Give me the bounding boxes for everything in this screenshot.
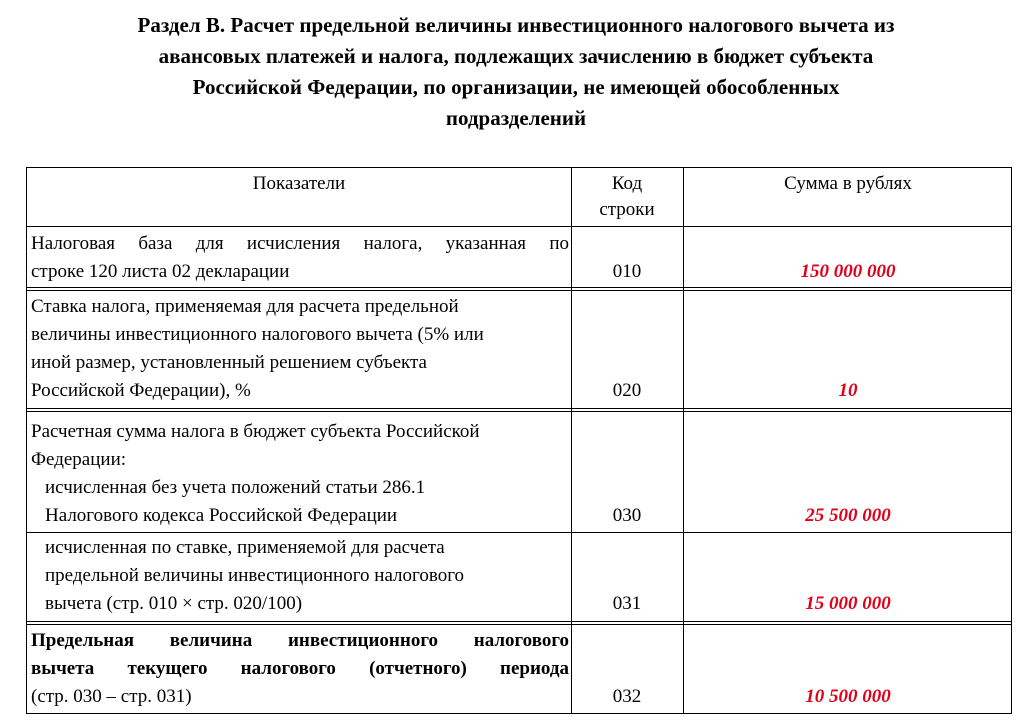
row-031-divider	[27, 621, 1011, 625]
row-030-value: 25 500 000	[805, 505, 891, 526]
row-010-line-2: строке 120 листа 02 декларации	[31, 261, 290, 282]
row-032-code: 032	[612, 686, 642, 707]
row-020-line-3: иной размер, установленный решением субъекта	[31, 352, 427, 373]
header-code-line-2: строки	[599, 199, 655, 220]
row-030-line-1: Расчетная сумма налога в бюджет субъекта Российской	[31, 421, 480, 442]
row-031-indicator	[31, 534, 569, 618]
row-030-divider	[27, 532, 1011, 533]
row-031-line-1: исчисленная по ставке, применяемой для расчета	[45, 537, 445, 558]
row-010-line-1: Налоговая база для исчисления налога, указанная по	[31, 233, 569, 254]
row-010-code: 010	[612, 261, 642, 282]
row-020-divider	[27, 408, 1011, 412]
row-030-line-2: Федерации:	[31, 449, 127, 470]
calculation-table	[26, 167, 1012, 714]
column-divider-2	[683, 168, 684, 713]
row-032-line-3: (стр. 030 – стр. 031)	[31, 686, 192, 707]
row-030-code: 030	[612, 505, 642, 526]
row-032-line-1: Предельная величина инвестиционного налогового	[31, 630, 569, 651]
row-010-value: 150 000 000	[800, 261, 896, 282]
row-020-line-4: Российской Федерации), %	[31, 380, 251, 401]
row-020-indicator	[31, 293, 569, 405]
row-030-indicator	[31, 418, 569, 530]
row-030-line-4: Налогового кодекса Российской Федерации	[45, 505, 398, 526]
row-032-line-2: вычета текущего налогового (отчетного) периода	[31, 658, 569, 679]
row-020-code: 020	[612, 380, 642, 401]
section-title	[0, 10, 1032, 134]
column-divider-1	[571, 168, 572, 713]
header-amount: Сумма в рублях	[784, 173, 912, 194]
title-line-4: подразделений	[445, 106, 587, 130]
row-032-indicator	[31, 627, 569, 711]
header-code-line-1: Код	[611, 173, 643, 194]
header-indicators: Показатели	[252, 173, 346, 194]
row-032-value: 10 500 000	[805, 686, 891, 707]
row-031-value: 15 000 000	[805, 593, 891, 614]
row-031-code: 031	[612, 593, 642, 614]
title-line-2: авансовых платежей и налога, подлежащих зачислению в бюджет субъекта	[158, 44, 874, 68]
row-031-line-2: предельной величины инвестиционного налогового	[45, 565, 465, 586]
row-020-line-2: величины инвестиционного налогового вычета (5% или	[31, 324, 484, 345]
row-010-divider	[27, 287, 1011, 291]
header-code	[571, 171, 683, 223]
row-020-value: 10	[838, 380, 858, 401]
header-bottom-line	[27, 226, 1011, 227]
row-020-line-1: Ставка налога, применяемая для расчета предельной	[31, 296, 459, 317]
title-line-3: Российской Федерации, по организации, не имеющей обособленных	[192, 75, 840, 99]
row-010-indicator	[31, 230, 569, 286]
title-line-1: Раздел В. Расчет предельной величины инвестиционного налогового вычета из	[137, 13, 895, 37]
row-031-line-3: вычета (стр. 010 × стр. 020/100)	[45, 593, 303, 614]
row-030-line-3: исчисленная без учета положений статьи 286.1	[45, 477, 426, 498]
